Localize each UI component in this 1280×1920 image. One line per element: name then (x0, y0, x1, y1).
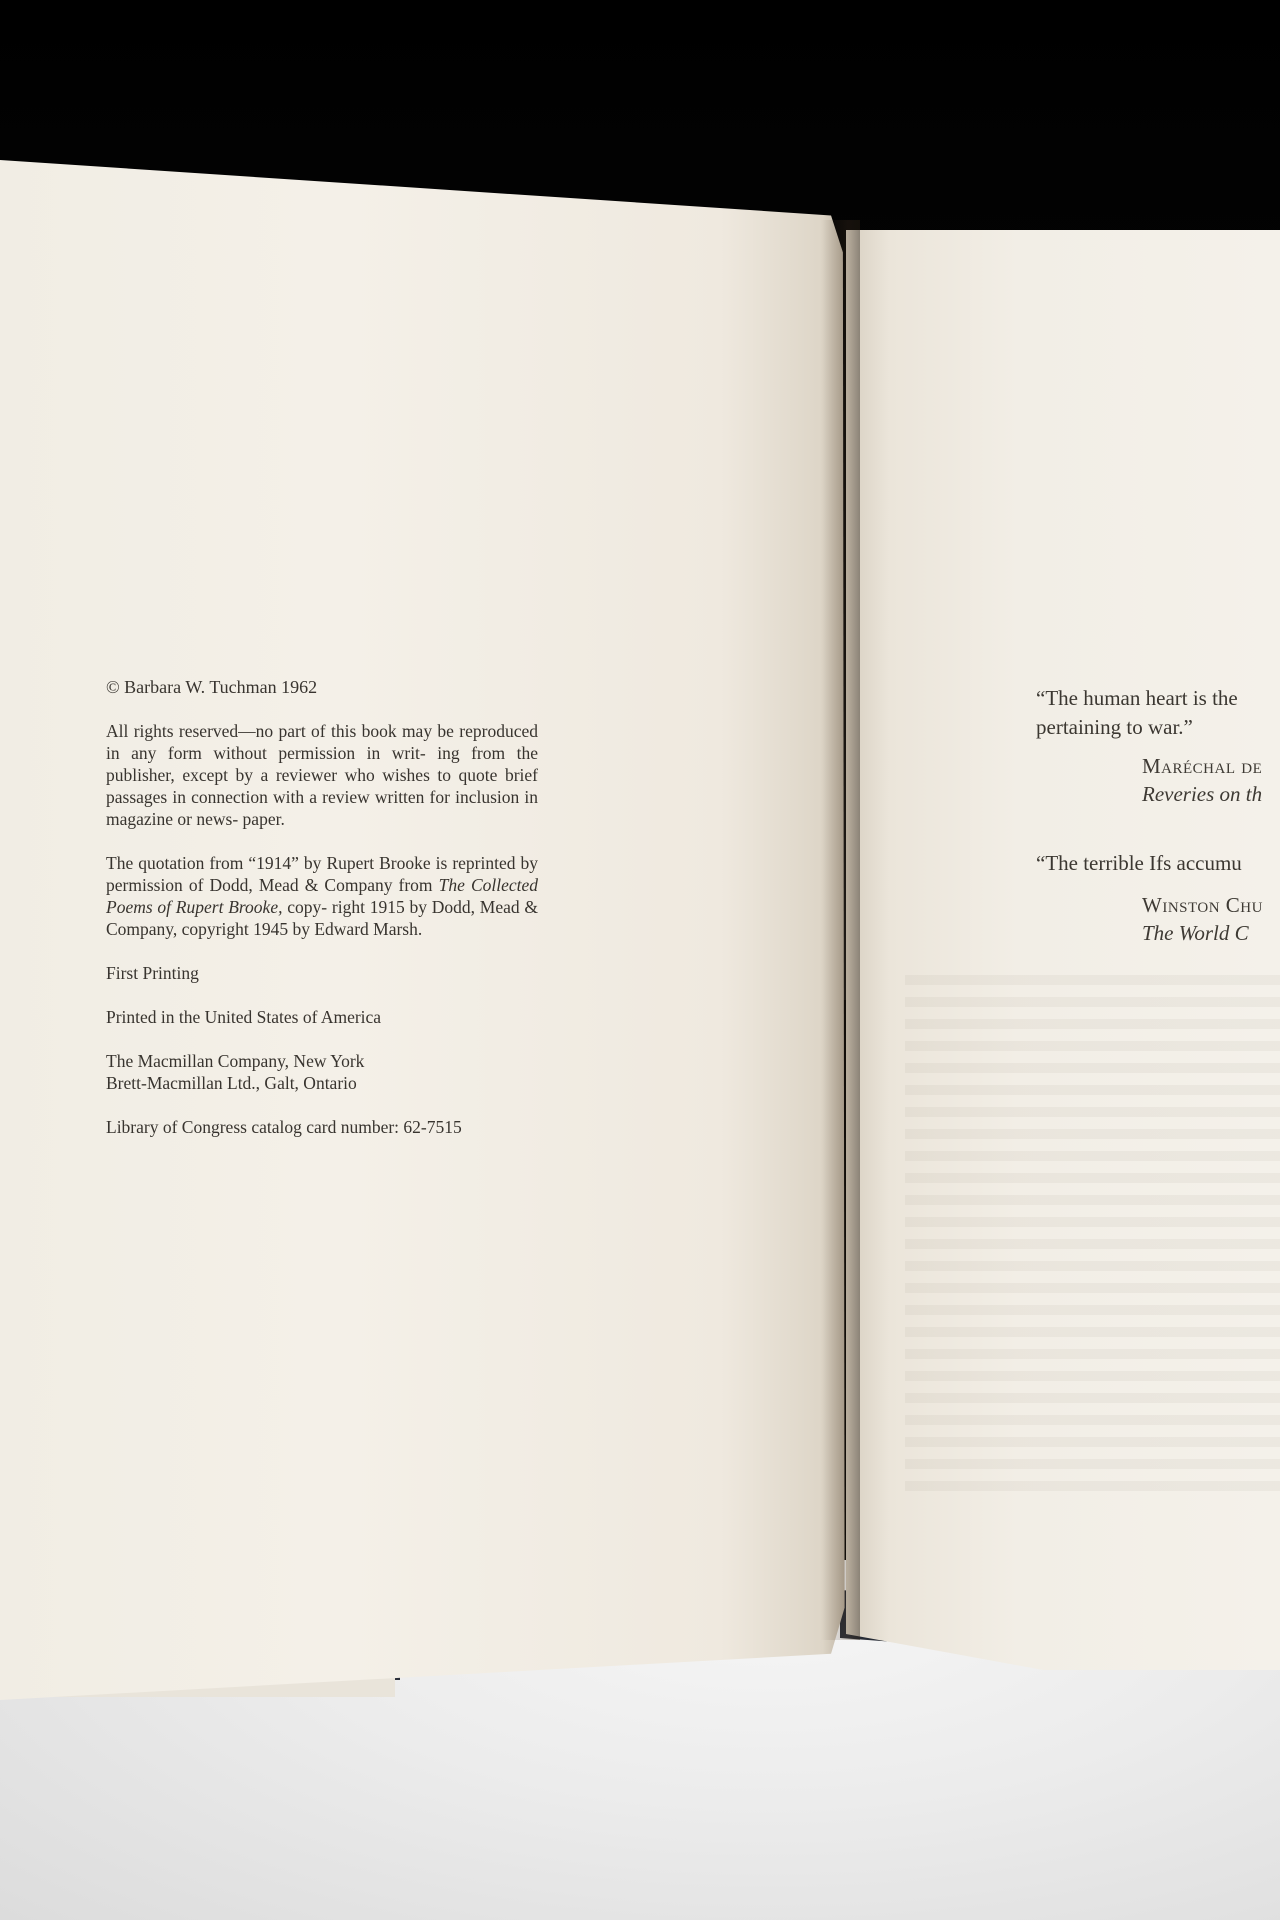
printing-line: First Printing (106, 963, 199, 983)
show-through-text (905, 975, 1280, 1495)
quote-line: “The human heart is the (1036, 686, 1238, 710)
gutter-shadow (820, 220, 860, 1640)
rights-line: review written for inclusion in magazine or news- (106, 787, 538, 829)
publisher-line: Brett-Macmillan Ltd., Galt, Ontario (106, 1073, 357, 1093)
quotation-line: 1945 by Edward Marsh. (253, 919, 423, 939)
quote-line: “The terrible Ifs accumu (1036, 851, 1242, 875)
quotation-line: from (398, 875, 439, 895)
epigraph-work-1: Reveries on th (1142, 782, 1263, 806)
rights-line: ing from the publisher, except by a reviewer who (106, 743, 538, 785)
copyright-line: © Barbara W. Tuchman 1962 (106, 677, 318, 697)
quotation-line: copy- (287, 897, 328, 917)
catalog-line: Library of Congress catalog card number: 62-7515 (106, 1117, 462, 1137)
epigraph-work-2: The World C (1142, 921, 1249, 945)
epigraph-author-1: Maréchal de (1142, 754, 1263, 778)
publisher-block (106, 1050, 538, 1094)
epigraph-quote-2 (1036, 849, 1280, 878)
quotation-book-title: The Collected Poems of Rupert Brooke, (106, 875, 538, 917)
rights-line: wishes to quote brief passages in connection with a (106, 765, 538, 807)
rights-line: reproduced in any form without permission in writ- (106, 721, 538, 763)
rights-line: All rights reserved—no part of this book may be (106, 721, 454, 741)
quotation-paragraph (106, 852, 538, 940)
printed-in-line: Printed in the United States of America (106, 1007, 382, 1027)
quotation-line: right 1915 by Dodd, Mead & Company, copyright (106, 897, 539, 939)
rights-line: paper. (242, 809, 285, 829)
rights-paragraph (106, 720, 538, 830)
epigraph-author-2: Winston Chu (1142, 893, 1263, 917)
quotation-line: The quotation from “1914” by Rupert Brooke is (106, 853, 448, 873)
copyright-text-block (106, 676, 538, 1160)
quotation-line: reprinted by permission of Dodd, Mead & Company (106, 853, 538, 895)
publisher-line: The Macmillan Company, New York (106, 1051, 365, 1071)
quote-line: pertaining to war.” (1036, 715, 1193, 739)
epigraph-quote-1 (1036, 684, 1280, 742)
